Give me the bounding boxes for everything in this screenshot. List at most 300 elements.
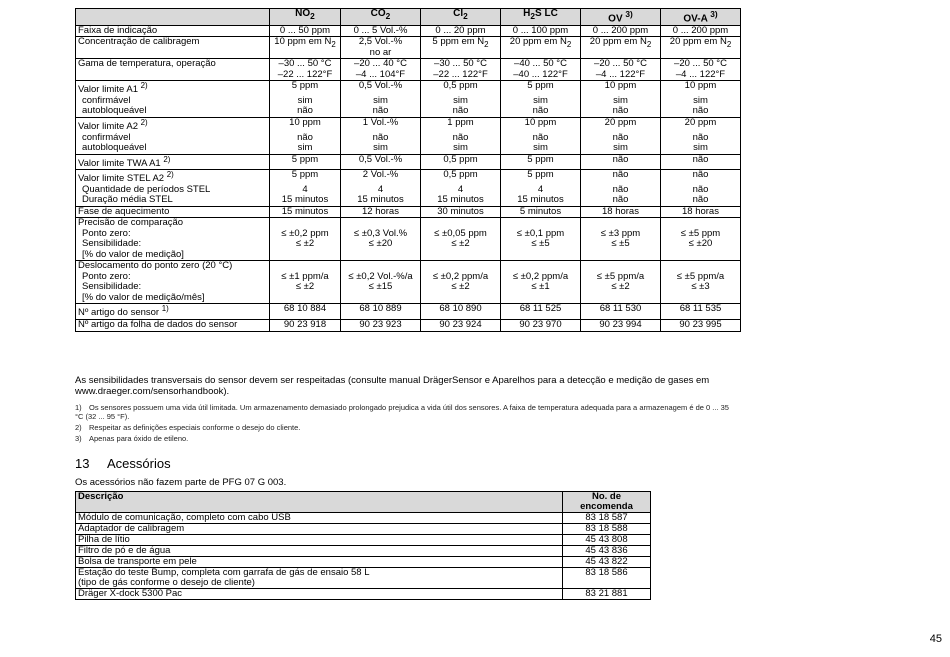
row-label-text: Faixa de indicação <box>78 24 158 36</box>
cell-value: –4 ... 122°F <box>675 68 726 80</box>
cell-value: 20 ppm <box>684 116 717 128</box>
subscript: 2 <box>646 40 652 50</box>
table-cell <box>661 154 741 170</box>
cell-value: 90 23 918 <box>283 319 327 331</box>
cell-value: 0 ... 5 Vol.-% <box>353 24 408 36</box>
table-row <box>76 206 741 218</box>
row-label-text: Valor limite A1 <box>78 84 139 96</box>
cell-value: sim <box>693 142 708 154</box>
table-cell <box>661 106 741 117</box>
table-cell <box>501 206 581 218</box>
table-cell <box>341 117 421 132</box>
table-cell <box>581 304 661 320</box>
table-cell <box>270 320 341 332</box>
row-label <box>76 320 270 332</box>
description-text: Módulo de comunicação, completo com cabo USB <box>78 512 291 523</box>
table-row <box>76 81 741 96</box>
order-number: 45 43 822 <box>563 557 651 568</box>
cell-value: –20 ... 40 °C <box>354 58 407 70</box>
cell-value: –30 ... 50 °C <box>278 58 332 70</box>
cell-value: 5 ppm <box>527 169 554 181</box>
cell-value: ≤ ±5 ppm/a <box>676 270 725 282</box>
cell-value: 68 11 530 <box>599 303 642 315</box>
table-cell <box>581 117 661 132</box>
header-co2: $CO_2$ <box>341 9 421 26</box>
table-row <box>76 133 741 144</box>
table-cell <box>661 81 741 96</box>
row-label <box>76 117 270 132</box>
cell-value: não <box>692 153 709 165</box>
row-label-text: Duração média STEL <box>82 194 173 206</box>
cell-value: 2 Vol.-% <box>362 169 399 181</box>
cell-value: ≤ ±0,05 ppm <box>434 227 487 239</box>
table-cell <box>501 37 581 59</box>
cell-value: não <box>692 169 709 181</box>
accessories-table <box>75 491 651 600</box>
cell-value: 68 10 890 <box>439 303 482 315</box>
cell-value: ≤ ±20 <box>688 238 713 250</box>
table-cell <box>341 320 421 332</box>
description-text: Dräger X-dock 5300 Pac <box>78 588 183 599</box>
cell-value: ≤ ±0,3 Vol.% <box>353 227 408 239</box>
cell-value: 20 ppm em N <box>589 36 647 48</box>
description-text: Bolsa de transporte em pele <box>78 556 197 567</box>
table-cell <box>661 206 741 218</box>
cell-value: 10 ppm <box>604 80 637 92</box>
table-cell <box>581 154 661 170</box>
row-label <box>76 195 270 206</box>
table-row <box>76 218 741 229</box>
table-cell <box>270 81 341 96</box>
cell-value: 10 ppm <box>684 80 717 92</box>
row-label-text: autobloqueável <box>82 142 147 154</box>
table-cell <box>270 117 341 132</box>
table-cell <box>661 304 741 320</box>
cell-value: 10 ppm <box>524 116 557 128</box>
footnote-ref: 2) <box>163 154 171 164</box>
cell-value: 5 ppm <box>291 153 319 165</box>
table-row <box>76 170 741 185</box>
row-label-text: Quantidade de períodos STEL <box>82 183 211 195</box>
table-row <box>76 513 651 524</box>
cell-value: no ar <box>369 46 392 58</box>
table-cell <box>421 106 501 117</box>
table-row <box>76 117 741 132</box>
cell-value: não <box>372 105 389 117</box>
cell-value: não <box>692 105 709 117</box>
table-cell <box>341 154 421 170</box>
cell-value: ≤ ±1 ppm/a <box>281 270 329 282</box>
footnote-ref: 2) <box>140 81 148 91</box>
cell-value: não <box>612 131 629 143</box>
cell-value: 0,5 ppm <box>443 80 478 92</box>
cell-value: não <box>612 194 629 206</box>
cell-value: –4 ... 104°F <box>355 68 406 80</box>
cell-value: sim <box>533 142 548 154</box>
accessory-description <box>76 535 563 546</box>
cell-value: 5 minutos <box>519 205 562 217</box>
table-header-row <box>76 9 741 26</box>
cell-value: –22 ... 122°F <box>277 68 333 80</box>
table-cell <box>341 195 421 206</box>
footnote-ref: 1) <box>161 304 169 314</box>
table-cell <box>341 239 421 261</box>
cell-value: ≤ ±0,1 ppm <box>516 227 565 239</box>
table-cell <box>581 282 661 304</box>
row-label-text: confirmável <box>82 131 131 143</box>
table-row <box>76 195 741 206</box>
table-cell <box>421 117 501 132</box>
order-number: 45 43 808 <box>563 535 651 546</box>
row-label <box>76 170 270 185</box>
accessory-description <box>76 568 563 589</box>
footnote-1: 1) Os sensores possuem uma vida útil limitada. Um armazenamento demasiado prolongado prejudica a vida útil dos sensores. A faixa de temperatura adequada para a armazenagem é de 0 ... 35 °C (32 ... 95 °F). <box>75 403 729 421</box>
cell-value: 4 <box>302 183 308 195</box>
cell-value: 0 ... 200 ppm <box>672 24 729 36</box>
cell-value: 30 minutos <box>437 205 484 217</box>
table-row <box>76 589 651 600</box>
cell-value: ≤ ±15 <box>368 281 393 293</box>
table-row <box>76 272 741 283</box>
table-cell <box>421 37 501 59</box>
cell-value: –22 ... 122°F <box>433 68 488 80</box>
cell-value: não <box>692 131 709 143</box>
table-cell <box>270 206 341 218</box>
table-cell <box>341 81 421 96</box>
table-cell <box>501 154 581 170</box>
cell-value: 1 Vol.-% <box>362 116 399 128</box>
cell-value: não <box>612 183 629 195</box>
cell-value: 90 23 994 <box>599 319 642 331</box>
table-cell <box>501 143 581 154</box>
row-label-text: Sensibilidade: <box>82 281 142 293</box>
cell-value: não <box>612 153 629 165</box>
cell-value: não <box>452 105 469 117</box>
order-number: 83 18 588 <box>563 524 651 535</box>
cell-value: ≤ ±5 <box>611 238 630 250</box>
subscript: 2 <box>566 40 572 50</box>
cell-value: 10 ppm em N <box>274 36 332 48</box>
cell-value: 90 23 924 <box>439 319 482 331</box>
cell-value: 4 <box>537 183 544 195</box>
description-text: Adaptador de calibragem <box>78 523 185 534</box>
cell-value: ≤ ±5 ppm/a <box>596 270 645 282</box>
cell-value: ≤ ±3 ppm <box>600 227 641 239</box>
cell-value: 4 <box>457 183 464 195</box>
row-label <box>76 304 270 320</box>
description-text: Estação do teste Bump, completa com garrafa de gás de ensaio 58 L <box>78 567 370 578</box>
table-cell <box>581 320 661 332</box>
cell-value: não <box>692 194 709 206</box>
table-cell <box>421 25 501 37</box>
table-cell <box>661 117 741 132</box>
cell-value: 0,5 Vol.-% <box>358 153 403 165</box>
table-cell <box>581 59 661 81</box>
table-cell <box>270 304 341 320</box>
table-cell <box>581 143 661 154</box>
cell-value: sim <box>613 94 628 106</box>
table-row <box>76 154 741 170</box>
cell-value: não <box>612 169 629 181</box>
subscript: 2 <box>331 40 336 50</box>
table-cell <box>421 59 501 81</box>
table-cell <box>270 195 341 206</box>
cell-value: –40 ... 50 °C <box>514 58 567 70</box>
cell-value: sim <box>297 94 313 106</box>
table-cell <box>661 143 741 154</box>
table-cell <box>270 143 341 154</box>
cell-value: 68 11 535 <box>679 303 722 315</box>
row-label <box>76 154 270 170</box>
cell-value: 0 ... 20 ppm <box>435 24 486 36</box>
table-cell <box>341 106 421 117</box>
table-row <box>76 37 741 59</box>
cell-value: 5 ppm em N <box>432 36 485 48</box>
cross-sensitivity-note: As sensibilidades transversais do sensor devem ser respeitadas (consulte manual DrägerSensor e Aparelhos para a detecção e medição de gases em www.draeger.com/sensorhandbook). <box>75 375 710 397</box>
table-cell <box>421 170 501 185</box>
cell-value: 15 minutos <box>517 194 564 206</box>
row-label-text: confirmável <box>82 94 131 106</box>
table-cell <box>501 117 581 132</box>
table-cell <box>270 59 341 81</box>
table-cell <box>661 59 741 81</box>
table-cell <box>421 304 501 320</box>
row-label-text: Ponto zero: <box>82 270 131 282</box>
table-cell <box>661 25 741 37</box>
table-cell <box>270 37 341 59</box>
cell-value: ≤ ±5 <box>531 238 550 250</box>
table-cell <box>421 143 501 154</box>
table-cell <box>581 25 661 37</box>
section-heading: 13 Acessórios <box>75 456 171 471</box>
section-intro: Os acessórios não fazem parte de PFG 07 G 003. <box>75 477 287 488</box>
table-row <box>76 282 741 304</box>
order-number: 45 43 836 <box>563 546 651 557</box>
footnote-ref: 2) <box>166 170 174 180</box>
cell-value: 90 23 995 <box>679 319 722 331</box>
cell-value: ≤ ±20 <box>368 238 393 250</box>
table-cell <box>501 320 581 332</box>
footnote-ref: 2) <box>140 117 148 127</box>
header-h2s: $H_2S$ LC <box>501 9 581 26</box>
cell-value: 68 10 884 <box>283 303 327 315</box>
cell-value: 0 ... 50 ppm <box>279 24 331 36</box>
cell-value: 90 23 970 <box>519 319 562 331</box>
table-cell <box>501 239 581 261</box>
row-label-text: [% do valor de medição] <box>82 248 184 260</box>
table-row <box>76 96 741 107</box>
table-cell <box>501 282 581 304</box>
table-cell <box>421 206 501 218</box>
cell-value: 2,5 Vol.-% <box>358 36 403 48</box>
table-row <box>76 106 741 117</box>
header-no2: $NO_2$ <box>270 9 341 26</box>
row-label <box>76 37 270 59</box>
cell-value: 20 ppm em N <box>509 36 567 48</box>
cell-value: 15 minutos <box>357 194 404 206</box>
page-number: 45 <box>929 633 942 645</box>
table-row <box>76 304 741 320</box>
header-cl2: $Cl_2$ <box>421 9 501 26</box>
order-number: 83 21 881 <box>563 589 651 600</box>
cell-value: –20 ... 50 °C <box>594 58 647 70</box>
cell-value: não <box>612 105 629 117</box>
cell-value: ≤ ±1 <box>531 281 550 293</box>
table-cell <box>421 320 501 332</box>
table-cell <box>341 59 421 81</box>
table-cell <box>661 170 741 185</box>
accessory-description <box>76 513 563 524</box>
table-cell <box>581 106 661 117</box>
cell-value: ≤ ±0,2 ppm <box>281 227 329 239</box>
cell-value: 90 23 923 <box>359 319 402 331</box>
table-cell <box>581 206 661 218</box>
row-label-text: [% do valor de medição/mês] <box>82 291 205 303</box>
table-cell <box>270 170 341 185</box>
cell-value: sim <box>297 142 313 154</box>
row-label <box>76 143 270 154</box>
subscript: 2 <box>726 40 732 50</box>
cell-value: 20 ppm em N <box>669 36 727 48</box>
order-number: 83 18 586 <box>563 568 651 589</box>
footnote-3: 3) Apenas para óxido de etileno. <box>75 434 189 443</box>
cell-value: sim <box>373 94 388 106</box>
row-label-text: Nº artigo da folha de dados do sensor <box>78 319 238 331</box>
subscript: 2 <box>484 40 489 50</box>
table-cell <box>581 81 661 96</box>
description-text: (tipo de gás conforme o desejo de cliente) <box>78 577 255 588</box>
table-row <box>76 229 741 240</box>
row-label <box>76 25 270 37</box>
table-cell <box>661 37 741 59</box>
cell-value: 5 ppm <box>527 153 554 165</box>
table-row <box>76 535 651 546</box>
table-cell <box>581 37 661 59</box>
row-label <box>76 206 270 218</box>
table-cell <box>501 195 581 206</box>
row-label <box>76 81 270 96</box>
cell-value: sim <box>533 94 548 106</box>
table-cell <box>270 282 341 304</box>
cell-value: ≤ ±0,2 ppm/a <box>432 270 489 282</box>
header-description: Descrição <box>76 492 563 513</box>
table-row <box>76 568 651 589</box>
description-text: Filtro de pó e de água <box>78 545 171 556</box>
table-row <box>76 557 651 568</box>
table-cell <box>341 282 421 304</box>
table-cell <box>270 106 341 117</box>
cell-value: não <box>372 131 389 143</box>
cell-value: ≤ ±0,2 Vol.-%/a <box>348 270 413 282</box>
table-cell <box>581 170 661 185</box>
cell-value: 5 ppm <box>291 169 319 181</box>
cell-value: 15 minutos <box>281 205 329 217</box>
accessory-description <box>76 524 563 535</box>
table-cell <box>341 25 421 37</box>
table-cell <box>501 170 581 185</box>
table-cell <box>421 195 501 206</box>
cell-value: 15 minutos <box>437 194 484 206</box>
row-label <box>76 106 270 117</box>
cell-value: 12 horas <box>362 205 399 217</box>
row-label-text: Valor limite TWA A1 <box>78 157 161 169</box>
cell-value: 0,5 ppm <box>443 169 478 181</box>
table-row <box>76 185 741 196</box>
cell-value: 0,5 Vol.-% <box>358 80 403 92</box>
table-row <box>76 59 741 81</box>
table-cell <box>501 81 581 96</box>
cell-value: 20 ppm <box>604 116 637 128</box>
accessory-description <box>76 546 563 557</box>
row-label <box>76 59 270 81</box>
cell-value: sim <box>373 142 388 154</box>
description-text: Pilha de lítio <box>78 534 130 545</box>
row-label-text: Valor limite A2 <box>78 121 139 133</box>
accessory-description <box>76 589 563 600</box>
table-row <box>76 239 741 261</box>
cell-value: não <box>532 131 549 143</box>
cell-value: 15 minutos <box>281 194 329 206</box>
cell-value: não <box>297 105 313 117</box>
cell-value: 68 10 889 <box>359 303 402 315</box>
table-cell <box>661 282 741 304</box>
footnote-2: 2) Respeitar as definições especiais conforme o desejo do cliente. <box>75 423 301 432</box>
row-label <box>76 282 270 304</box>
table-cell <box>661 195 741 206</box>
table-cell <box>661 320 741 332</box>
row-label-text: Gama de temperatura, operação <box>78 58 216 70</box>
row-label-text: Deslocamento do ponto zero (20 °C) <box>78 260 233 272</box>
row-label-text: Ponto zero: <box>82 227 131 239</box>
cell-value: sim <box>693 94 708 106</box>
table-cell <box>661 239 741 261</box>
table-cell <box>341 304 421 320</box>
header-ova: OV-A $^{3)}$ <box>661 9 741 26</box>
table-cell <box>501 59 581 81</box>
table-cell <box>501 25 581 37</box>
accessory-description <box>76 557 563 568</box>
order-number: 83 18 587 <box>563 513 651 524</box>
table-cell <box>270 239 341 261</box>
table-cell <box>341 170 421 185</box>
cell-value: 68 11 525 <box>519 303 562 315</box>
table-cell <box>421 154 501 170</box>
table-cell <box>421 81 501 96</box>
cell-value: ≤ ±2 <box>451 238 470 250</box>
cell-value: 18 horas <box>602 205 639 217</box>
header-order-number: No. de encomenda <box>563 492 651 513</box>
table-cell <box>501 106 581 117</box>
cell-value: ≤ ±2 <box>295 238 315 250</box>
cell-value: 4 <box>377 183 384 195</box>
cell-value: 10 ppm <box>289 116 321 128</box>
cell-value: –20 ... 50 °C <box>674 58 727 70</box>
sensor-spec-table <box>75 8 741 332</box>
cell-value: 0 ... 200 ppm <box>592 24 649 36</box>
table-cell <box>341 206 421 218</box>
table-header-row <box>76 492 651 513</box>
cell-value: ≤ ±3 <box>691 281 710 293</box>
cell-value: 1 ppm <box>447 116 474 128</box>
table-row <box>76 546 651 557</box>
table-cell <box>341 37 421 59</box>
cell-value: 5 ppm <box>291 80 319 92</box>
row-label-text: autobloqueável <box>82 105 147 117</box>
cell-value: 0,5 ppm <box>443 153 478 165</box>
table-row <box>76 25 741 37</box>
cell-value: 5 ppm <box>527 80 554 92</box>
cell-value: ≤ ±5 ppm <box>680 227 721 239</box>
